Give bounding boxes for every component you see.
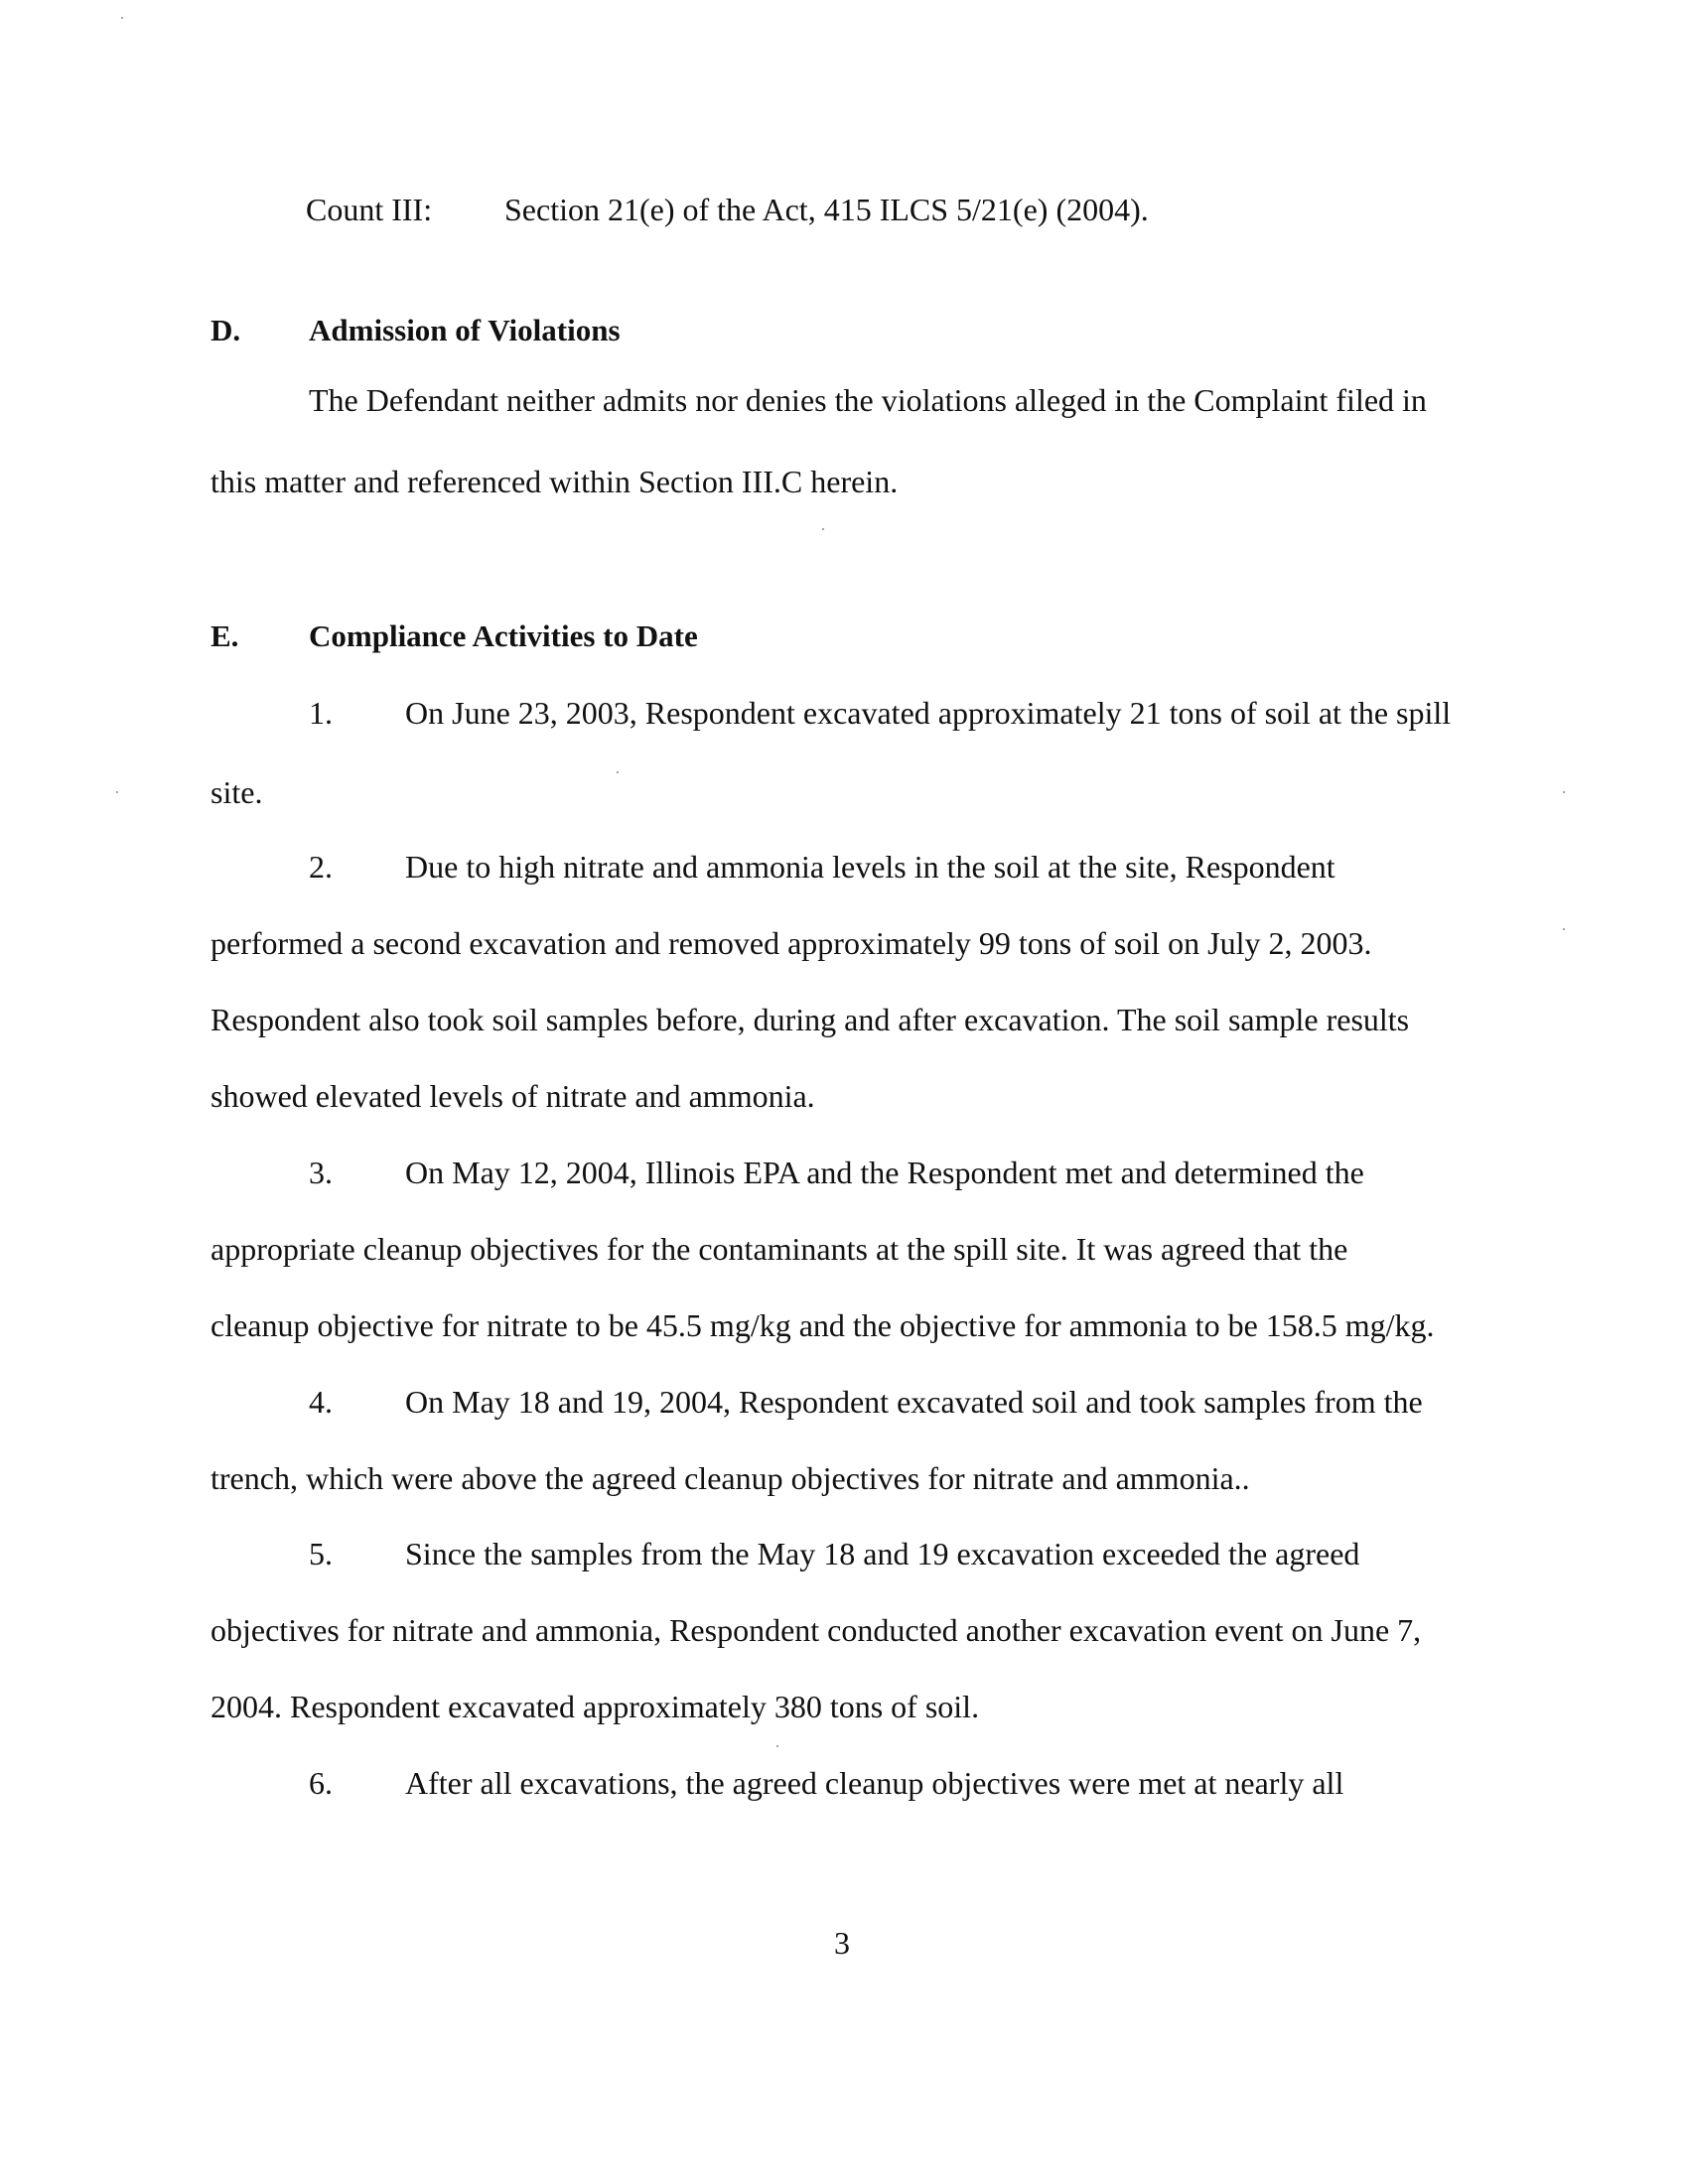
item-6-first-line: After all excavations, the agreed cleanup objectives were met at nearly all (405, 1765, 1344, 1801)
scan-speck (1563, 928, 1565, 930)
item-2-line-3: Respondent also took soil samples before, during and after excavation. The soil sample results (210, 1002, 1410, 1037)
item-5-number: 5. (309, 1536, 333, 1571)
count-text: Section 21(e) of the Act, 415 ILCS 5/21(e) (2004). (504, 192, 1149, 227)
item-1-line-2: site. (210, 774, 263, 810)
item-5-line-3: 2004. Respondent excavated approximately 380 tons of soil. (210, 1689, 980, 1724)
section-d-letter: D. (210, 313, 241, 347)
section-d-line-2: this matter and referenced within Section III.C herein. (210, 464, 899, 499)
item-4-line-2: trench, which were above the agreed cleanup objectives for nitrate and ammonia.. (210, 1460, 1250, 1496)
item-3-line-2: appropriate cleanup objectives for the contaminants at the spill site. It was agreed that the (210, 1231, 1348, 1267)
scan-speck (1563, 791, 1565, 793)
page-number: 3 (834, 1925, 850, 1961)
section-e-title: Compliance Activities to Date (309, 618, 698, 653)
item-4-first-line: On May 18 and 19, 2004, Respondent excavated soil and took samples from the (405, 1384, 1423, 1420)
item-5-line-2: objectives for nitrate and ammonia, Respondent conducted another excavation event on June 7, (210, 1612, 1422, 1648)
item-2-number: 2. (309, 849, 333, 885)
scan-speck (617, 771, 619, 773)
item-3-number: 3. (309, 1155, 333, 1190)
item-3-first-line: On May 12, 2004, Illinois EPA and the Respondent met and determined the (405, 1155, 1364, 1190)
section-d-title: Admission of Violations (309, 313, 621, 347)
count-label: Count III: (306, 192, 433, 227)
section-e-letter: E. (210, 618, 239, 653)
scan-speck (121, 17, 123, 19)
item-6-number: 6. (309, 1765, 333, 1801)
section-d-line-1: The Defendant neither admits nor denies the violations alleged in the Complaint filed in (309, 382, 1427, 418)
item-2-line-4: showed elevated levels of nitrate and ammonia. (210, 1078, 815, 1114)
item-1-first-line: On June 23, 2003, Respondent excavated approximately 21 tons of soil at the spill (405, 695, 1452, 731)
scan-speck (776, 1745, 778, 1747)
item-3-line-3: cleanup objective for nitrate to be 45.5 mg/kg and the objective for ammonia to be 158.5 mg/kg. (210, 1307, 1435, 1343)
item-1-number: 1. (309, 695, 333, 731)
scan-speck (116, 791, 118, 793)
item-5-first-line: Since the samples from the May 18 and 19 excavation exceeded the agreed (405, 1536, 1360, 1571)
item-4-number: 4. (309, 1384, 333, 1420)
item-2-line-2: performed a second excavation and removed approximately 99 tons of soil on July 2, 2003. (210, 925, 1372, 961)
scan-speck (822, 528, 824, 530)
item-2-first-line: Due to high nitrate and ammonia levels in the soil at the site, Respondent (405, 849, 1335, 885)
